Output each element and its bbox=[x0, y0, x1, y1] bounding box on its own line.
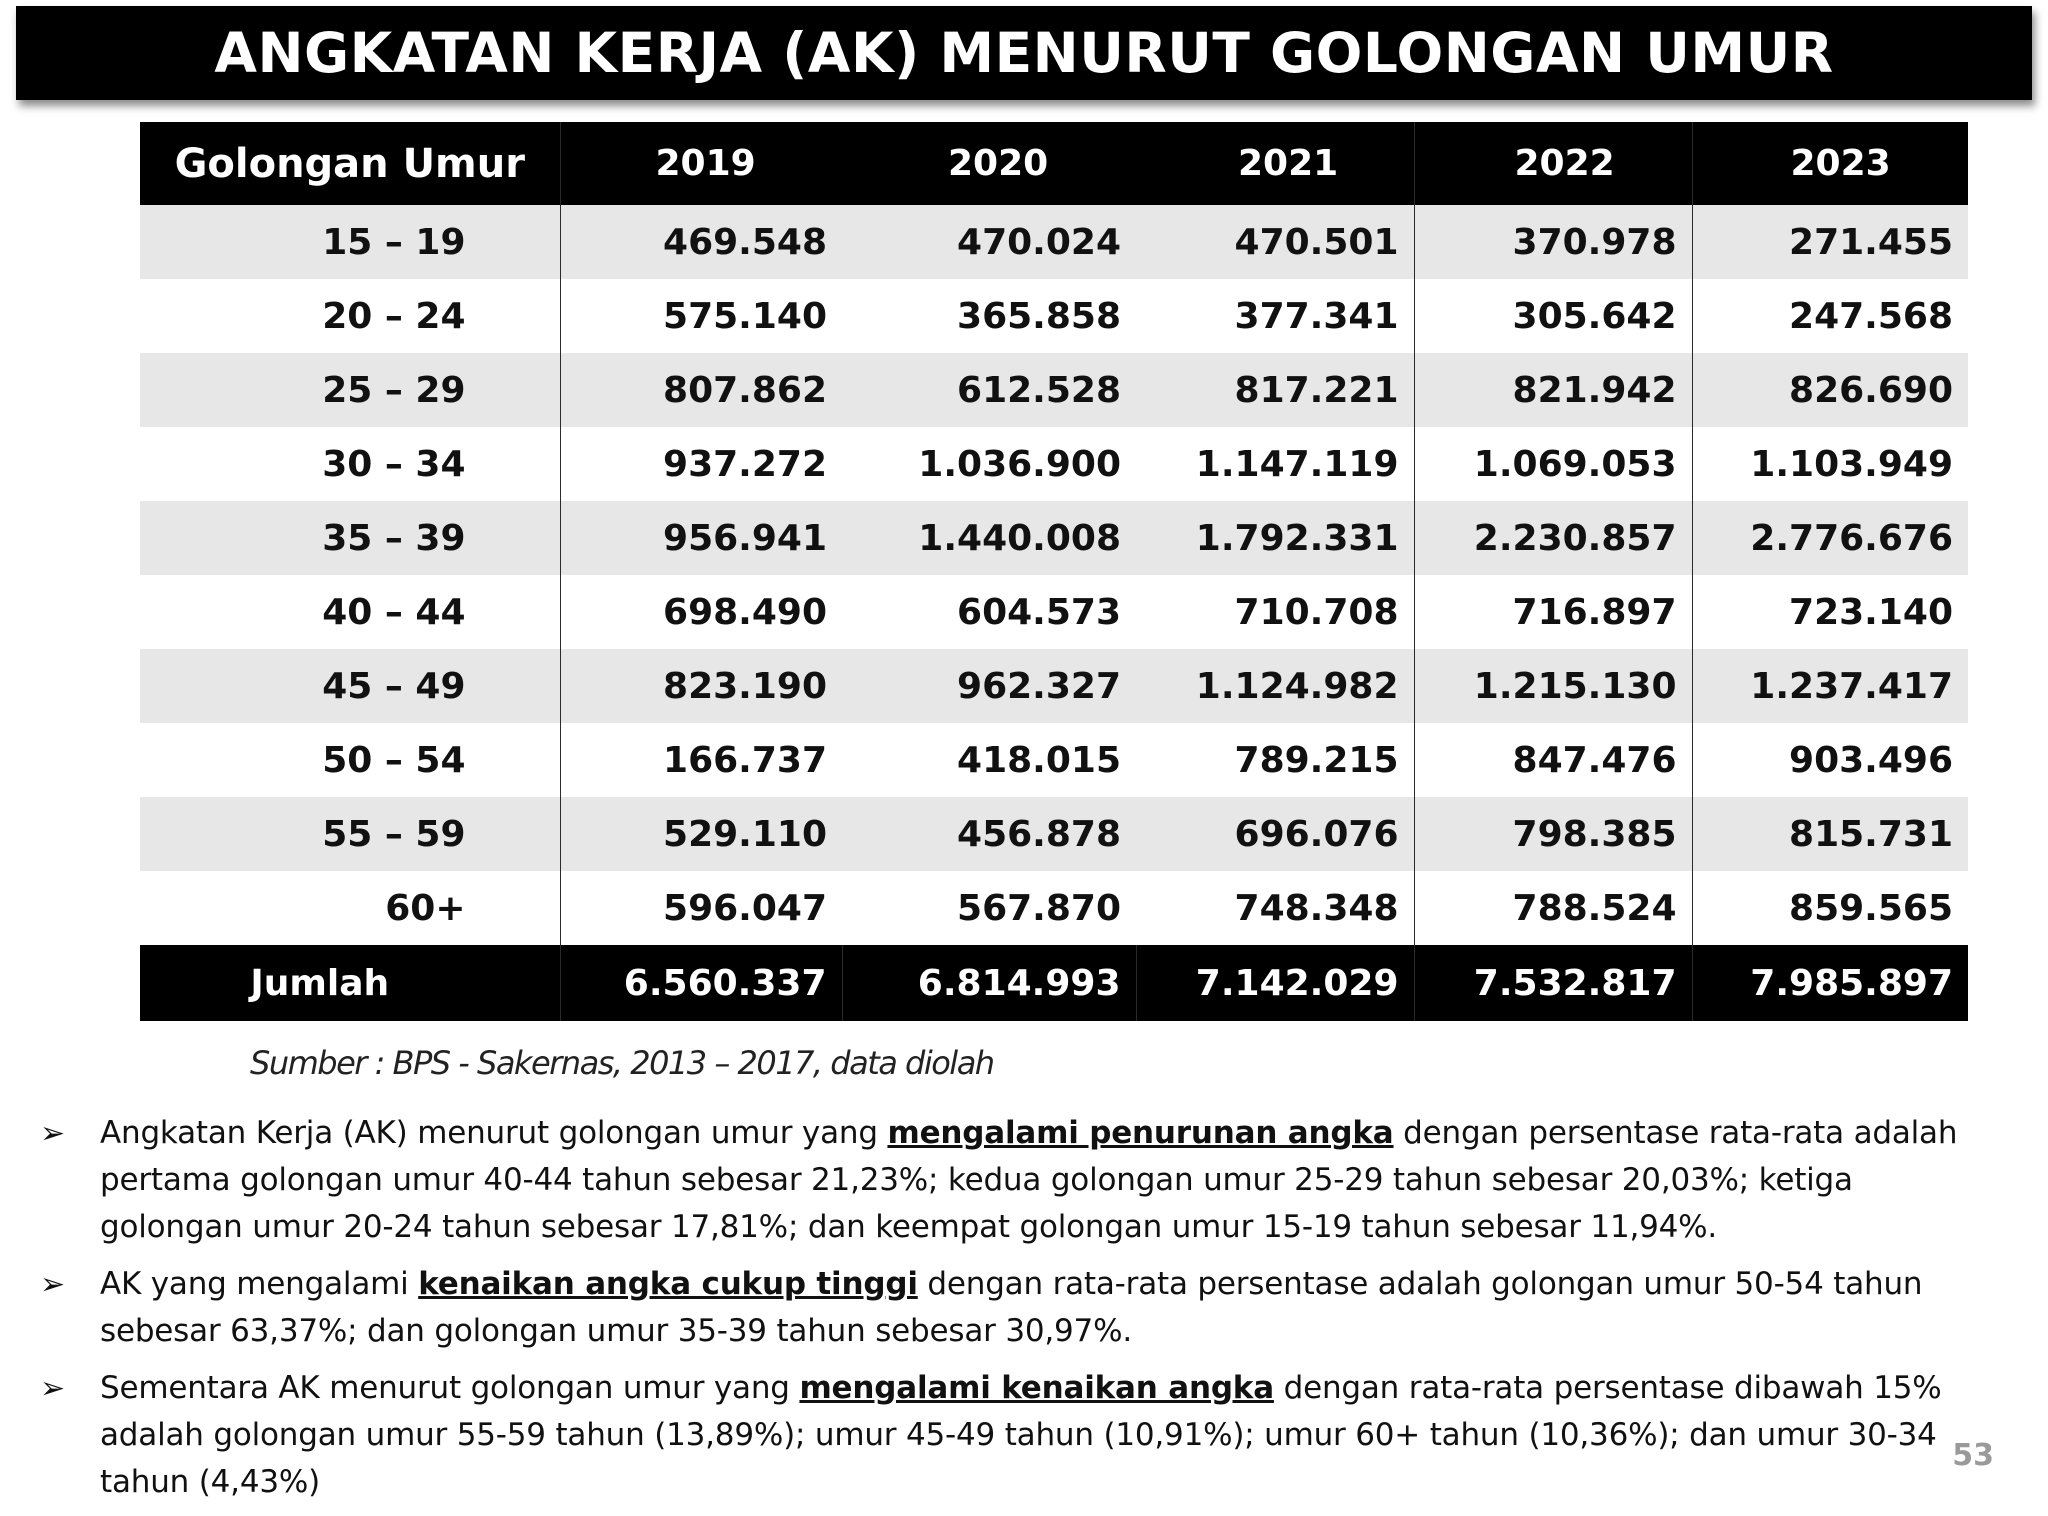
value-cell-2020: 604.573 bbox=[842, 575, 1136, 649]
note-text-before: Sementara AK menurut golongan umur yang bbox=[100, 1370, 800, 1406]
header-year-2022: 2022 bbox=[1414, 122, 1692, 205]
table-row bbox=[140, 501, 1968, 575]
total-cell-2023: 7.985.897 bbox=[1692, 945, 1968, 1021]
note-text-before: Angkatan Kerja (AK) menurut golongan umur yang bbox=[100, 1115, 888, 1151]
value-cell-2022: 798.385 bbox=[1414, 797, 1692, 871]
value-cell-2023: 859.565 bbox=[1692, 871, 1968, 945]
value-cell-2021: 748.348 bbox=[1136, 871, 1414, 945]
total-cell-2021: 7.142.029 bbox=[1136, 945, 1414, 1021]
value-cell-2021: 470.501 bbox=[1136, 205, 1414, 279]
value-cell-2023: 1.103.949 bbox=[1692, 427, 1968, 501]
value-cell-2020: 456.878 bbox=[842, 797, 1136, 871]
value-cell-2019: 956.941 bbox=[560, 501, 842, 575]
arrow-bullet-icon: ➢ bbox=[40, 1116, 65, 1151]
header-year-2021: 2021 bbox=[1136, 122, 1414, 205]
note-text-before: AK yang mengalami bbox=[100, 1266, 419, 1302]
value-cell-2022: 1.069.053 bbox=[1414, 427, 1692, 501]
age-group-cell: 20 – 24 bbox=[140, 279, 560, 353]
note-text-after: dengan rata-rata persentase adalah golongan umur 50-54 tahun sebesar 63,37%; dan golongan umur 35-39 tahun sebesar 30,97%. bbox=[100, 1266, 1923, 1349]
total-cell-2020: 6.814.993 bbox=[842, 945, 1136, 1021]
note-text-after: dengan rata-rata persentase dibawah 15% adalah golongan umur 55-59 tahun (13,89%); umur 45-49 tahun (10,91%); umur 60+ tahun (10,36%); dan umur 30-34 tahun (4,43%) bbox=[100, 1370, 1942, 1500]
total-row bbox=[140, 945, 1968, 1021]
table-row bbox=[140, 797, 1968, 871]
value-cell-2022: 305.642 bbox=[1414, 279, 1692, 353]
value-cell-2020: 470.024 bbox=[842, 205, 1136, 279]
age-group-cell: 60+ bbox=[140, 871, 560, 945]
value-cell-2023: 2.776.676 bbox=[1692, 501, 1968, 575]
table-header-row bbox=[140, 122, 1968, 205]
value-cell-2020: 418.015 bbox=[842, 723, 1136, 797]
value-cell-2021: 1.124.982 bbox=[1136, 649, 1414, 723]
table-row bbox=[140, 649, 1968, 723]
value-cell-2019: 937.272 bbox=[560, 427, 842, 501]
age-group-cell: 35 – 39 bbox=[140, 501, 560, 575]
value-cell-2022: 716.897 bbox=[1414, 575, 1692, 649]
table-row bbox=[140, 723, 1968, 797]
value-cell-2023: 247.568 bbox=[1692, 279, 1968, 353]
value-cell-2022: 2.230.857 bbox=[1414, 501, 1692, 575]
age-group-cell: 45 – 49 bbox=[140, 649, 560, 723]
value-cell-2022: 847.476 bbox=[1414, 723, 1692, 797]
value-cell-2022: 788.524 bbox=[1414, 871, 1692, 945]
note-emphasis: mengalami penurunan angka bbox=[887, 1115, 1394, 1151]
header-age-group: Golongan Umur bbox=[140, 122, 560, 205]
value-cell-2023: 271.455 bbox=[1692, 205, 1968, 279]
value-cell-2021: 789.215 bbox=[1136, 723, 1414, 797]
total-label: Jumlah bbox=[140, 945, 560, 1021]
note-item bbox=[40, 1261, 1990, 1355]
value-cell-2020: 612.528 bbox=[842, 353, 1136, 427]
value-cell-2023: 1.237.417 bbox=[1692, 649, 1968, 723]
source-note: Sumber : BPS - Sakernas, 2013 – 2017, data diolah bbox=[250, 1044, 994, 1082]
value-cell-2019: 698.490 bbox=[560, 575, 842, 649]
arrow-bullet-icon: ➢ bbox=[40, 1267, 65, 1302]
value-cell-2021: 1.147.119 bbox=[1136, 427, 1414, 501]
header-year-2023: 2023 bbox=[1692, 122, 1968, 205]
age-group-cell: 50 – 54 bbox=[140, 723, 560, 797]
value-cell-2023: 903.496 bbox=[1692, 723, 1968, 797]
table-row bbox=[140, 427, 1968, 501]
value-cell-2022: 821.942 bbox=[1414, 353, 1692, 427]
arrow-bullet-icon: ➢ bbox=[40, 1371, 65, 1406]
table-row bbox=[140, 353, 1968, 427]
value-cell-2023: 826.690 bbox=[1692, 353, 1968, 427]
age-group-cell: 40 – 44 bbox=[140, 575, 560, 649]
title-bar bbox=[16, 6, 2032, 100]
table-row bbox=[140, 871, 1968, 945]
page-title: ANGKATAN KERJA (AK) MENURUT GOLONGAN UMUR bbox=[214, 21, 1834, 85]
table-row bbox=[140, 205, 1968, 279]
value-cell-2020: 365.858 bbox=[842, 279, 1136, 353]
age-group-cell: 30 – 34 bbox=[140, 427, 560, 501]
value-cell-2019: 575.140 bbox=[560, 279, 842, 353]
value-cell-2021: 817.221 bbox=[1136, 353, 1414, 427]
value-cell-2022: 370.978 bbox=[1414, 205, 1692, 279]
value-cell-2019: 807.862 bbox=[560, 353, 842, 427]
total-cell-2019: 6.560.337 bbox=[560, 945, 842, 1021]
value-cell-2021: 377.341 bbox=[1136, 279, 1414, 353]
value-cell-2020: 567.870 bbox=[842, 871, 1136, 945]
note-item bbox=[40, 1110, 1990, 1251]
value-cell-2019: 596.047 bbox=[560, 871, 842, 945]
table-row bbox=[140, 279, 1968, 353]
value-cell-2021: 710.708 bbox=[1136, 575, 1414, 649]
note-emphasis: mengalami kenaikan angka bbox=[799, 1370, 1274, 1406]
value-cell-2020: 962.327 bbox=[842, 649, 1136, 723]
table-row bbox=[140, 575, 1968, 649]
header-year-2019: 2019 bbox=[560, 122, 842, 205]
notes-list bbox=[40, 1110, 1990, 1516]
header-year-2020: 2020 bbox=[842, 122, 1136, 205]
value-cell-2019: 823.190 bbox=[560, 649, 842, 723]
note-item bbox=[40, 1365, 1990, 1506]
page-number: 53 bbox=[1952, 1438, 1994, 1473]
value-cell-2023: 815.731 bbox=[1692, 797, 1968, 871]
value-cell-2019: 166.737 bbox=[560, 723, 842, 797]
total-cell-2022: 7.532.817 bbox=[1414, 945, 1692, 1021]
age-group-cell: 25 – 29 bbox=[140, 353, 560, 427]
value-cell-2021: 1.792.331 bbox=[1136, 501, 1414, 575]
value-cell-2020: 1.440.008 bbox=[842, 501, 1136, 575]
note-emphasis: kenaikan angka cukup tinggi bbox=[418, 1266, 918, 1302]
value-cell-2021: 696.076 bbox=[1136, 797, 1414, 871]
value-cell-2019: 469.548 bbox=[560, 205, 842, 279]
note-text-after: dengan persentase rata-rata adalah pertama golongan umur 40-44 tahun sebesar 21,23%; kedua golongan umur 25-29 tahun sebesar 20,03%; ketiga golongan umur 20-24 tahun sebesar 17,81%; dan keempat golongan umur 15-19 tahun sebesar 11,94%. bbox=[100, 1115, 1958, 1245]
value-cell-2022: 1.215.130 bbox=[1414, 649, 1692, 723]
labor-force-table bbox=[140, 122, 1968, 1021]
value-cell-2020: 1.036.900 bbox=[842, 427, 1136, 501]
age-group-cell: 55 – 59 bbox=[140, 797, 560, 871]
table-body bbox=[140, 205, 1968, 945]
age-group-cell: 15 – 19 bbox=[140, 205, 560, 279]
value-cell-2023: 723.140 bbox=[1692, 575, 1968, 649]
value-cell-2019: 529.110 bbox=[560, 797, 842, 871]
